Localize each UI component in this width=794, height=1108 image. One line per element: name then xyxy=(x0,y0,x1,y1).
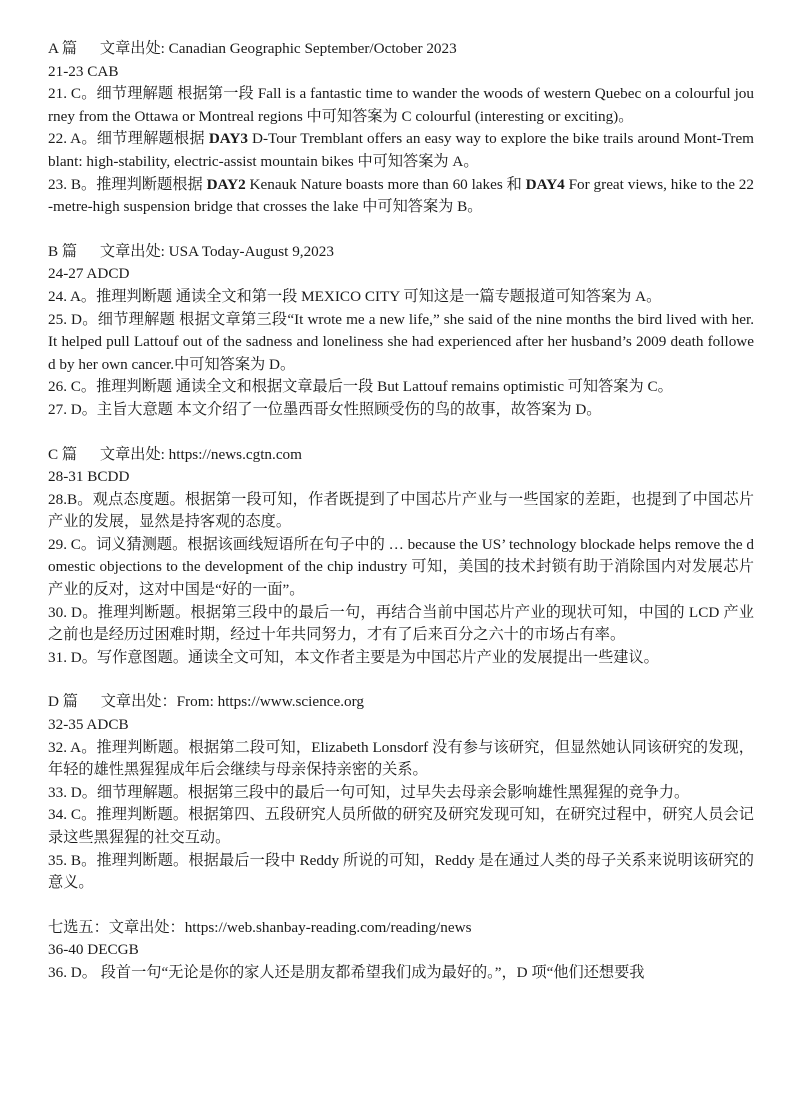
section-heading: 七选五：文章出处：https://web.shanbay-reading.com/reading/news xyxy=(48,918,472,936)
section-a xyxy=(48,38,754,219)
answer-item: 23. B。推理判断题根据 DAY2 Kenauk Nature boasts more than 60 lakes 和 DAY4 For great views, hike to the 22-metre-high suspension bridge that crosses the lake 中可知答案为 B。 xyxy=(48,175,754,216)
section-heading: D 篇 文章出处：From: https://www.science.org xyxy=(48,693,364,711)
section-c xyxy=(48,444,754,670)
answer-item: 31. D。写作意图题。通读全文可知，本文作者主要是为中国芯片产业的发展提出一些建议。 xyxy=(48,648,659,666)
answer-summary: 21-23 CAB xyxy=(48,62,119,80)
answer-item: 29. C。词义猜测题。根据该画线短语所在句子中的 … because the US’ technology blockade helps remove the domestic objections to the development of the chip industry 可知，美国的技术封锁有助于消除国内对发展芯片产业的反对，这对中国是“好的一面”。 xyxy=(48,535,754,599)
section-d xyxy=(48,691,754,894)
answer-item: 22. A。细节理解题根据 DAY3 D-Tour Tremblant offers an easy way to explore the bike trails around Mont-Tremblant: high-stability, electric-assist mountain bikes 中可知答案为 A。 xyxy=(48,130,754,170)
answer-item: 30. D。推理判断题。根据第三段中的最后一句，再结合当前中国芯片产业的现状可知，中国的 LCD 产业之前也是经历过困难时期，经过十年共同努力，才有了后来百分之六十的市场占有率。 xyxy=(48,603,754,644)
answer-item: 34. C。推理判断题。根据第四、五段研究人员所做的研究及研究发现可知，在研究过程中，研究人员会记录这些黑猩猩的社交互动。 xyxy=(48,806,754,846)
answer-summary: 28-31 BCDD xyxy=(48,468,130,486)
answer-item: 25. D。细节理解题 根据文章第三段“It wrote me a new life,” she said of the nine months the bird lived with her. It helped pull Lattouf out of the sadness and loneliness she had experienced after her husband’s 2009 death followed by her own cancer.中可知答案为 D。 xyxy=(48,310,754,373)
section-heading: C 篇 文章出处: https://news.cgtn.com xyxy=(48,445,302,463)
answer-summary: 32-35 ADCB xyxy=(48,716,129,734)
answer-item: 21. C。细节理解题 根据第一段 Fall is a fantastic time to wander the woods of western Quebec on a colourful journey from the Ottawa or Montreal regions 中可知答案为 C colourful (interesting or exciting)。 xyxy=(48,85,754,125)
section-heading: A 篇 文章出处: Canadian Geographic September/October 2023 xyxy=(48,40,457,57)
answer-summary: 24-27 ADCD xyxy=(48,265,130,283)
answer-item: 35. B。推理判断题。根据最后一段中 Reddy 所说的可知，Reddy 是在通过人类的母子关系来说明该研究的意义。 xyxy=(48,851,754,892)
answer-item: 32. A。推理判断题。根据第二段可知，Elizabeth Lonsdorf 没有参与该研究，但显然她认同该研究的发现，年轻的雄性黑猩猩成年后会继续与母亲保持亲密的关系。 xyxy=(48,738,754,779)
section-seven-choose-five xyxy=(48,917,754,985)
answer-item: 33. D。细节理解题。根据第三段中的最后一句可知，过早失去母亲会影响雄性黑猩猩的竞争力。 xyxy=(48,783,690,801)
answer-key-page xyxy=(48,38,754,985)
section-heading: B 篇 文章出处: USA Today-August 9,2023 xyxy=(48,242,334,260)
answer-item: 36. D。 段首一句“无论是你的家人还是朋友都希望我们成为最好的。”，D 项“他们还想要我 xyxy=(48,963,645,981)
answer-summary: 36-40 DECGB xyxy=(48,941,139,959)
answer-item: 28.B。观点态度题。根据第一段可知，作者既提到了中国芯片产业与一些国家的差距，也提到了中国芯片产业的发展，显然是持客观的态度。 xyxy=(48,490,754,531)
answer-item: 27. D。主旨大意题 本文介绍了一位墨西哥女性照顾受伤的鸟的故事，故答案为 D。 xyxy=(48,400,602,418)
answer-item: 26. C。推理判断题 通读全文和根据文章最后一段 But Lattouf remains optimistic 可知答案为 C。 xyxy=(48,378,673,396)
answer-item: 24. A。推理判断题 通读全文和第一段 MEXICO CITY 可知这是一篇专题报道可知答案为 A。 xyxy=(48,287,662,305)
section-b xyxy=(48,241,754,422)
